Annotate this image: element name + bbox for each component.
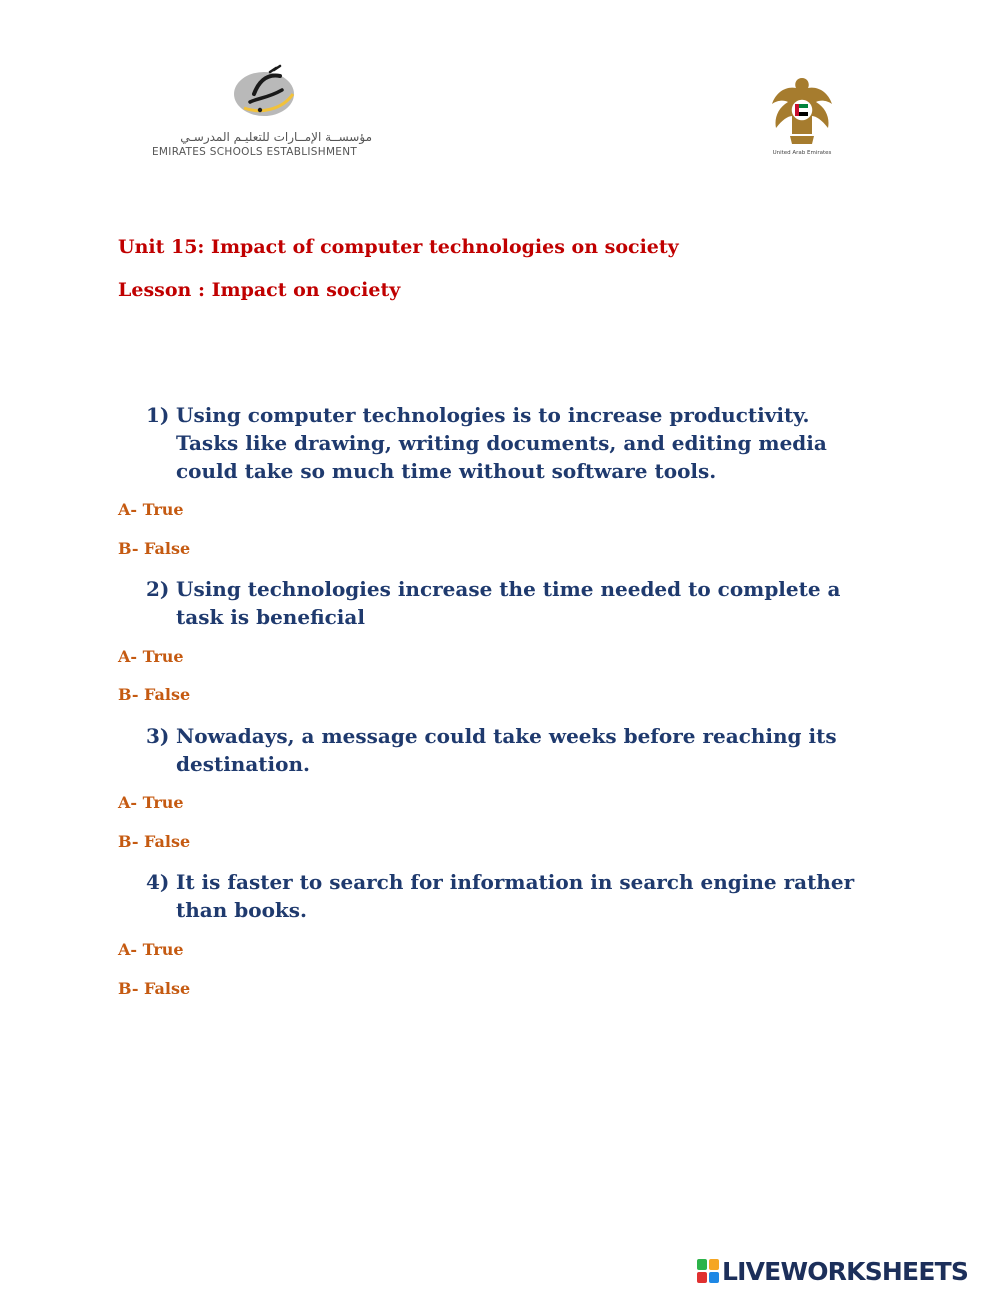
question-4-option-false[interactable]: B- False: [118, 979, 191, 998]
question-number: 2): [146, 577, 170, 601]
question-4-option-true[interactable]: A- True: [118, 940, 184, 959]
question-2-option-false[interactable]: B- False: [118, 685, 191, 704]
unit-title: Unit 15: Impact of computer technologies on society: [118, 236, 679, 258]
liveworksheets-brand[interactable]: [696, 1254, 968, 1288]
liveworksheets-brand-text: LIVEWORKSHEETS: [722, 1256, 969, 1286]
question-2-option-true[interactable]: A- True: [118, 647, 184, 666]
question-1-option-false[interactable]: B- False: [118, 539, 191, 558]
question-number: 1): [146, 403, 170, 427]
taleem-calligraphy-icon: [230, 64, 300, 118]
question-3-option-false[interactable]: B- False: [118, 832, 191, 851]
question-text: Using computer technologies is to increase productivity. Tasks like drawing, writing documents, and editing media could take so much time without software tools.: [176, 403, 827, 483]
question-3: [146, 722, 896, 778]
question-1: [146, 401, 896, 485]
liveworksheets-live-icon: [696, 1258, 720, 1284]
uae-falcon-emblem-icon: [768, 74, 836, 146]
question-4: [146, 868, 896, 924]
question-text: Nowadays, a message could take weeks before reaching its destination.: [176, 724, 837, 776]
question-3-option-true[interactable]: A- True: [118, 793, 184, 812]
ese-arabic-name: مؤسســة الإمــارات للتعليـم المدرسـي: [180, 130, 372, 144]
question-number: 4): [146, 870, 170, 894]
uae-government-logo: [764, 74, 840, 160]
emirates-schools-establishment-logo: [148, 60, 380, 160]
uae-caption: United Arab Emirates: [772, 150, 832, 156]
ese-english-name: EMIRATES SCHOOLS ESTABLISHMENT: [152, 146, 358, 158]
question-text: It is faster to search for information in search engine rather than books.: [176, 870, 855, 922]
question-1-option-true[interactable]: A- True: [118, 500, 184, 519]
question-text: Using technologies increase the time needed to complete a task is beneficial: [176, 577, 841, 629]
question-2: [146, 575, 896, 631]
lesson-title: Lesson : Impact on society: [118, 279, 401, 301]
question-number: 3): [146, 724, 170, 748]
